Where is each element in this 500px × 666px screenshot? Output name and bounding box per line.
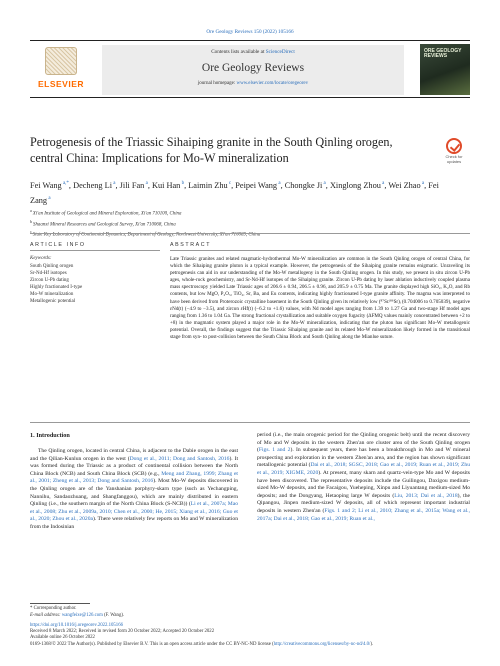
footnote: * Corresponding author. E-mail address: wangfeixe@126.com (F. Wang). xyxy=(30,606,125,618)
keyword: South Qinling orogen xyxy=(30,264,74,269)
keywords-label: Keywords: xyxy=(30,256,52,261)
journal-cover-image[interactable]: ORE GEOLOGY REVIEWS xyxy=(420,44,470,95)
affiliation: $^b$ Shaanxi Mineral Resources and Geological Survey, Xi'an 710068, China xyxy=(30,218,176,228)
affiliation: $^a$ Xi'an Institute of Geological and Mineral Exploration, Xi'an 710100, China xyxy=(30,208,182,217)
author-affiliation-mark[interactable]: b xyxy=(180,181,185,186)
citation-link[interactable]: Dong et al., 2011; Dong and Santosh, 2016 xyxy=(129,455,230,462)
citation-link[interactable]: Li et al., 2007a; Mao et al., 2008; Zhu et al., 2009a, 2010; Chen et al., 2000; He, 2015; Xiang et al., 2016; Guo et al., 2020; Zhou et al., 2020a xyxy=(30,501,238,523)
article-title: Petrogenesis of the Triassic Sihaiping granite in the South Qinling orogen, central China: Implications for Mo-W mineralization xyxy=(30,135,393,165)
keyword: Mo-W mineralization xyxy=(30,292,74,297)
keyword: Sr-Nd-Hf isotopes xyxy=(30,271,67,276)
elsevier-tree-icon xyxy=(45,47,77,75)
journal-title: Ore Geology Reviews xyxy=(201,62,305,74)
contents-line: Contents lists available at ScienceDirect xyxy=(211,49,295,55)
keyword-list xyxy=(30,263,82,305)
author-list: Fei Wang $^{a,*}$, Decheng Li $^a$, Jili Fan $^a$, Kui Han $^b$, Laimin Zhu $^c$, Peipei Wang $^a$, Chongke Ji $^a$, Xinglong Zhou $^a$, Wei Zhao $^a$, Fei Zang $^a$ xyxy=(30,180,439,205)
check-for-updates-badge[interactable]: Check for updates xyxy=(440,138,468,164)
affiliation-list xyxy=(30,207,470,239)
footnote-divider xyxy=(30,603,90,604)
intro-text-right-column: period (i.e., the main orogenic period for the Qinling orogenic belt) until the recent discovery of Mo and W deposits in the western Zhen'an ore cluster area of the South Qinling orogen (Figs. 1 and 2). In subsequent years, there has been a breakthrough in Mo and W mineral prospecting and exploration in the western Zhen'an area, and the region has shown significant metallogenic potential (Dai et al., 2018; SGSC, 2018; Gao et al., 2019; Ruan et al., 2019; Zhu et al., 2019; XIGME, 2020). At present, many skarn and quartz-vein-type Mo and W deposits have been discovered. The representative deposits include the Guilingou, Daxigou medium-sized Mo-W deposits, and the Facaigou, Yueheping, Xinpu and Liyuantang medium-sized Mo deposits; and the Dongyang, Hetaoping large W deposits (Liu, 2013; Dai et al., 2018), the Qipangou, Jinpen medium-sized W deposits, all of which represent important industrial deposits in western Zhen'an (Figs. 1 and 2; Li et al., 2010; Zhang et al., 2015a; Wang et al., 2017a; Dai et al., 2018; Gao et al., 2019; Ruan et al., xyxy=(257,432,471,522)
author-name[interactable]: Chongke Ji xyxy=(284,180,323,190)
article-info-heading: ARTICLE INFO xyxy=(30,242,86,248)
journal-masthead xyxy=(102,45,404,95)
journal-citation-line[interactable]: Ore Geology Reviews 150 (2022) 105166 xyxy=(206,29,294,35)
citation-link[interactable]: Dai et al., 2018; SGSC, 2018; Gao et al., 2019; Ruan et al., 2019; Zhu et al., 2019; XIGME, 2020 xyxy=(257,462,470,476)
divider xyxy=(30,422,470,423)
author-name[interactable]: Fei Wang xyxy=(30,180,62,190)
author-affiliation-mark[interactable]: a xyxy=(322,181,326,186)
keyword: Highly fractionated I-type xyxy=(30,285,83,290)
author-affiliation-mark[interactable]: c xyxy=(227,181,232,186)
doi-link[interactable]: https://doi.org/10.1016/j.oregeorev.2022.105166 xyxy=(30,623,123,628)
journal-header xyxy=(30,40,470,98)
homepage-line: journal homepage: www.elsevier.com/locate/oregeorev xyxy=(197,81,309,86)
affiliation: $^c$ State Key Laboratory of Continental Dynamics, Department of Geology, Northwest University, Xi'an 710069, China xyxy=(30,229,261,238)
citation-link[interactable]: Liu, 2013; Dai et al., 2018 xyxy=(394,492,458,499)
license-link[interactable]: http://creativecommons.org/licenses/by-nc-nd/4.0/ xyxy=(273,641,371,647)
keyword: Metallogenic potential xyxy=(30,299,76,304)
homepage-link[interactable]: www.elsevier.com/locate/oregeorev xyxy=(236,81,309,86)
keyword: Zircon U-Pb dating xyxy=(30,278,69,283)
author-affiliation-mark[interactable]: a xyxy=(144,181,148,186)
section-heading-introduction: 1. Introduction xyxy=(30,432,70,439)
author-name[interactable]: Peipei Wang xyxy=(235,180,278,190)
author-email-link[interactable]: wangfeixe@126.com xyxy=(61,612,103,618)
abstract-heading: ABSTRACT xyxy=(170,242,212,248)
author-affiliation-mark[interactable]: a,* xyxy=(61,181,69,186)
intro-text-left-column: The Qinling orogen, located in central China, is adjacent to the Dabie orogen in the east and the Qilian-Kunlun orogen in the west (Dong et al., 2011; Dong and Santosh, 2016). It was formed during the Triassic as a product of continental collision between the North China Block (NCB) and South China Block (SCB) (e.g., Meng and Zhang, 1999; Zhang et al., 2001; Zheng et al., 2013; Dong and Santosh, 2016). Most Mo-W deposits discovered in the Qinling orogen are of the Yanshanian porphyry-skarn type (such as Yechangping, Nannihu, Sandaozhuang, and Shangfanggou), which are mainly distributed in eastern Qinling (i.e., the southern margin of the North China Block (S-NCB)) (Li et al., 2007a; Mao et al., 2008; Zhu et al., 2009a, 2010; Chen et al., 2000; He, 2015; Xiang et al., 2016; Guo et al., 2020; Zhou et al., 2020a). There were relatively few reports on Mo and W mineralization from the Indosinian xyxy=(30,448,239,530)
author-name[interactable]: Wei Zhao xyxy=(388,180,421,190)
author-name[interactable]: Kui Han xyxy=(151,180,181,190)
author-name[interactable]: Decheng Li xyxy=(73,180,113,190)
author-affiliation-mark[interactable]: a xyxy=(47,195,51,201)
author-name[interactable]: Fei Zang xyxy=(30,180,439,205)
abstract-text: Late Triassic granites and related magmatic-hydrothermal Mo-W mineralization are common in the South Qinling orogen of central China, for which the Sihaiping granite pluton is a typical example. However, the petrogenesis of the Sihaiping granite remains enigmatic. Unraveling its petrogenesis can aid in our understanding of the Mo-W metallogeny in the South Qinling orogen. In this study, we present in situ zircon U-Pb ages, whole-rock geochemistry, and Sr-Nd-Hf isotopes of the Sihaiping granite. Zircon U-Pb dating by laser ablation inductively coupled plasma mass spectroscopy yielded Late Triassic ages of 206.6 ± 0.94, 206.5 ± 0.96, and 205.9 ± 0.75 Ma. The granite displayed high SiO₂, K₂O, and Rb contents, but low MgO, P₂O₅, TiO₂, Sr, Ba, and Eu contents, indicating highly fractionated I-type granite affinity. The magma was interpreted to have been derived from Proterozoic crystalline basement in the South Qinling given its relatively low (⁸⁷Sr/⁸⁶Sr)ᵢ (0.704006 to 0.705039), negative εNd(t) (−4.9 to −3.5), and zircon εHf(t) (−6.2 to +1.6) values, with Nd model ages ranging from 1.39 to 1.27 Ga and two-stage Hf model ages ranging from 1.36 to 1.04 Ga. The strong fractional crystallization and suitable oxygen fugacity (ΔFMQ values mainly concentrated between +2 to +8) in the magmatic system played a major role in the Mo-W mineralization, indicating that the pluton has significant Mo-W metallogenic potential. Overall, the findings suggest that the Triassic Sihaiping granite and its related Mo-W mineralization likely formed in the transitional stage from syn- to post-collision between the South China Block and South Qinling along the Mianlue suture. xyxy=(170,256,470,341)
divider xyxy=(170,250,470,251)
divider xyxy=(30,250,160,251)
crossmark-icon xyxy=(446,138,462,154)
author-affiliation-mark[interactable]: a xyxy=(277,181,281,186)
article-history: https://doi.org/10.1016/j.oregeorev.2022.105166 Received 8 March 2022; Received in revised form 20 October 2022; Accepted 20 October 2022 Available online 26 October 2022 0169-1368/© 2022 The Author(s). Published by Elsevier B.V. This is an open access article under the CC BY-NC-ND license (http://creativecommons.org/licenses/by-nc-nd/4.0/). xyxy=(30,623,374,647)
author-affiliation-mark[interactable]: a xyxy=(112,181,116,186)
author-affiliation-mark[interactable]: a xyxy=(380,181,385,186)
divider xyxy=(30,233,470,234)
author-affiliation-mark[interactable]: a xyxy=(420,181,425,186)
sciencedirect-link[interactable]: ScienceDirect xyxy=(265,49,295,55)
author-name[interactable]: Laimin Zhu xyxy=(188,180,228,190)
citation-link[interactable]: Figs. 1 and 2 xyxy=(258,447,291,454)
citation-link[interactable]: Meng and Zhang, 1999; Zhang et al., 2001; Zheng et al., 2013; Dong and Santosh, 2016 xyxy=(30,470,238,485)
elsevier-logo[interactable]: ELSEVIER xyxy=(30,47,92,89)
author-name[interactable]: Xinglong Zhou xyxy=(329,180,381,190)
author-name[interactable]: Jili Fan xyxy=(119,180,145,190)
citation-link[interactable]: Figs. 1 and 2; Li et al., 2010; Zhang et al., 2015a; Wang et al., 2017a; Dai et al., 2018; Gao et al., 2019; Ruan et al., xyxy=(257,507,470,522)
